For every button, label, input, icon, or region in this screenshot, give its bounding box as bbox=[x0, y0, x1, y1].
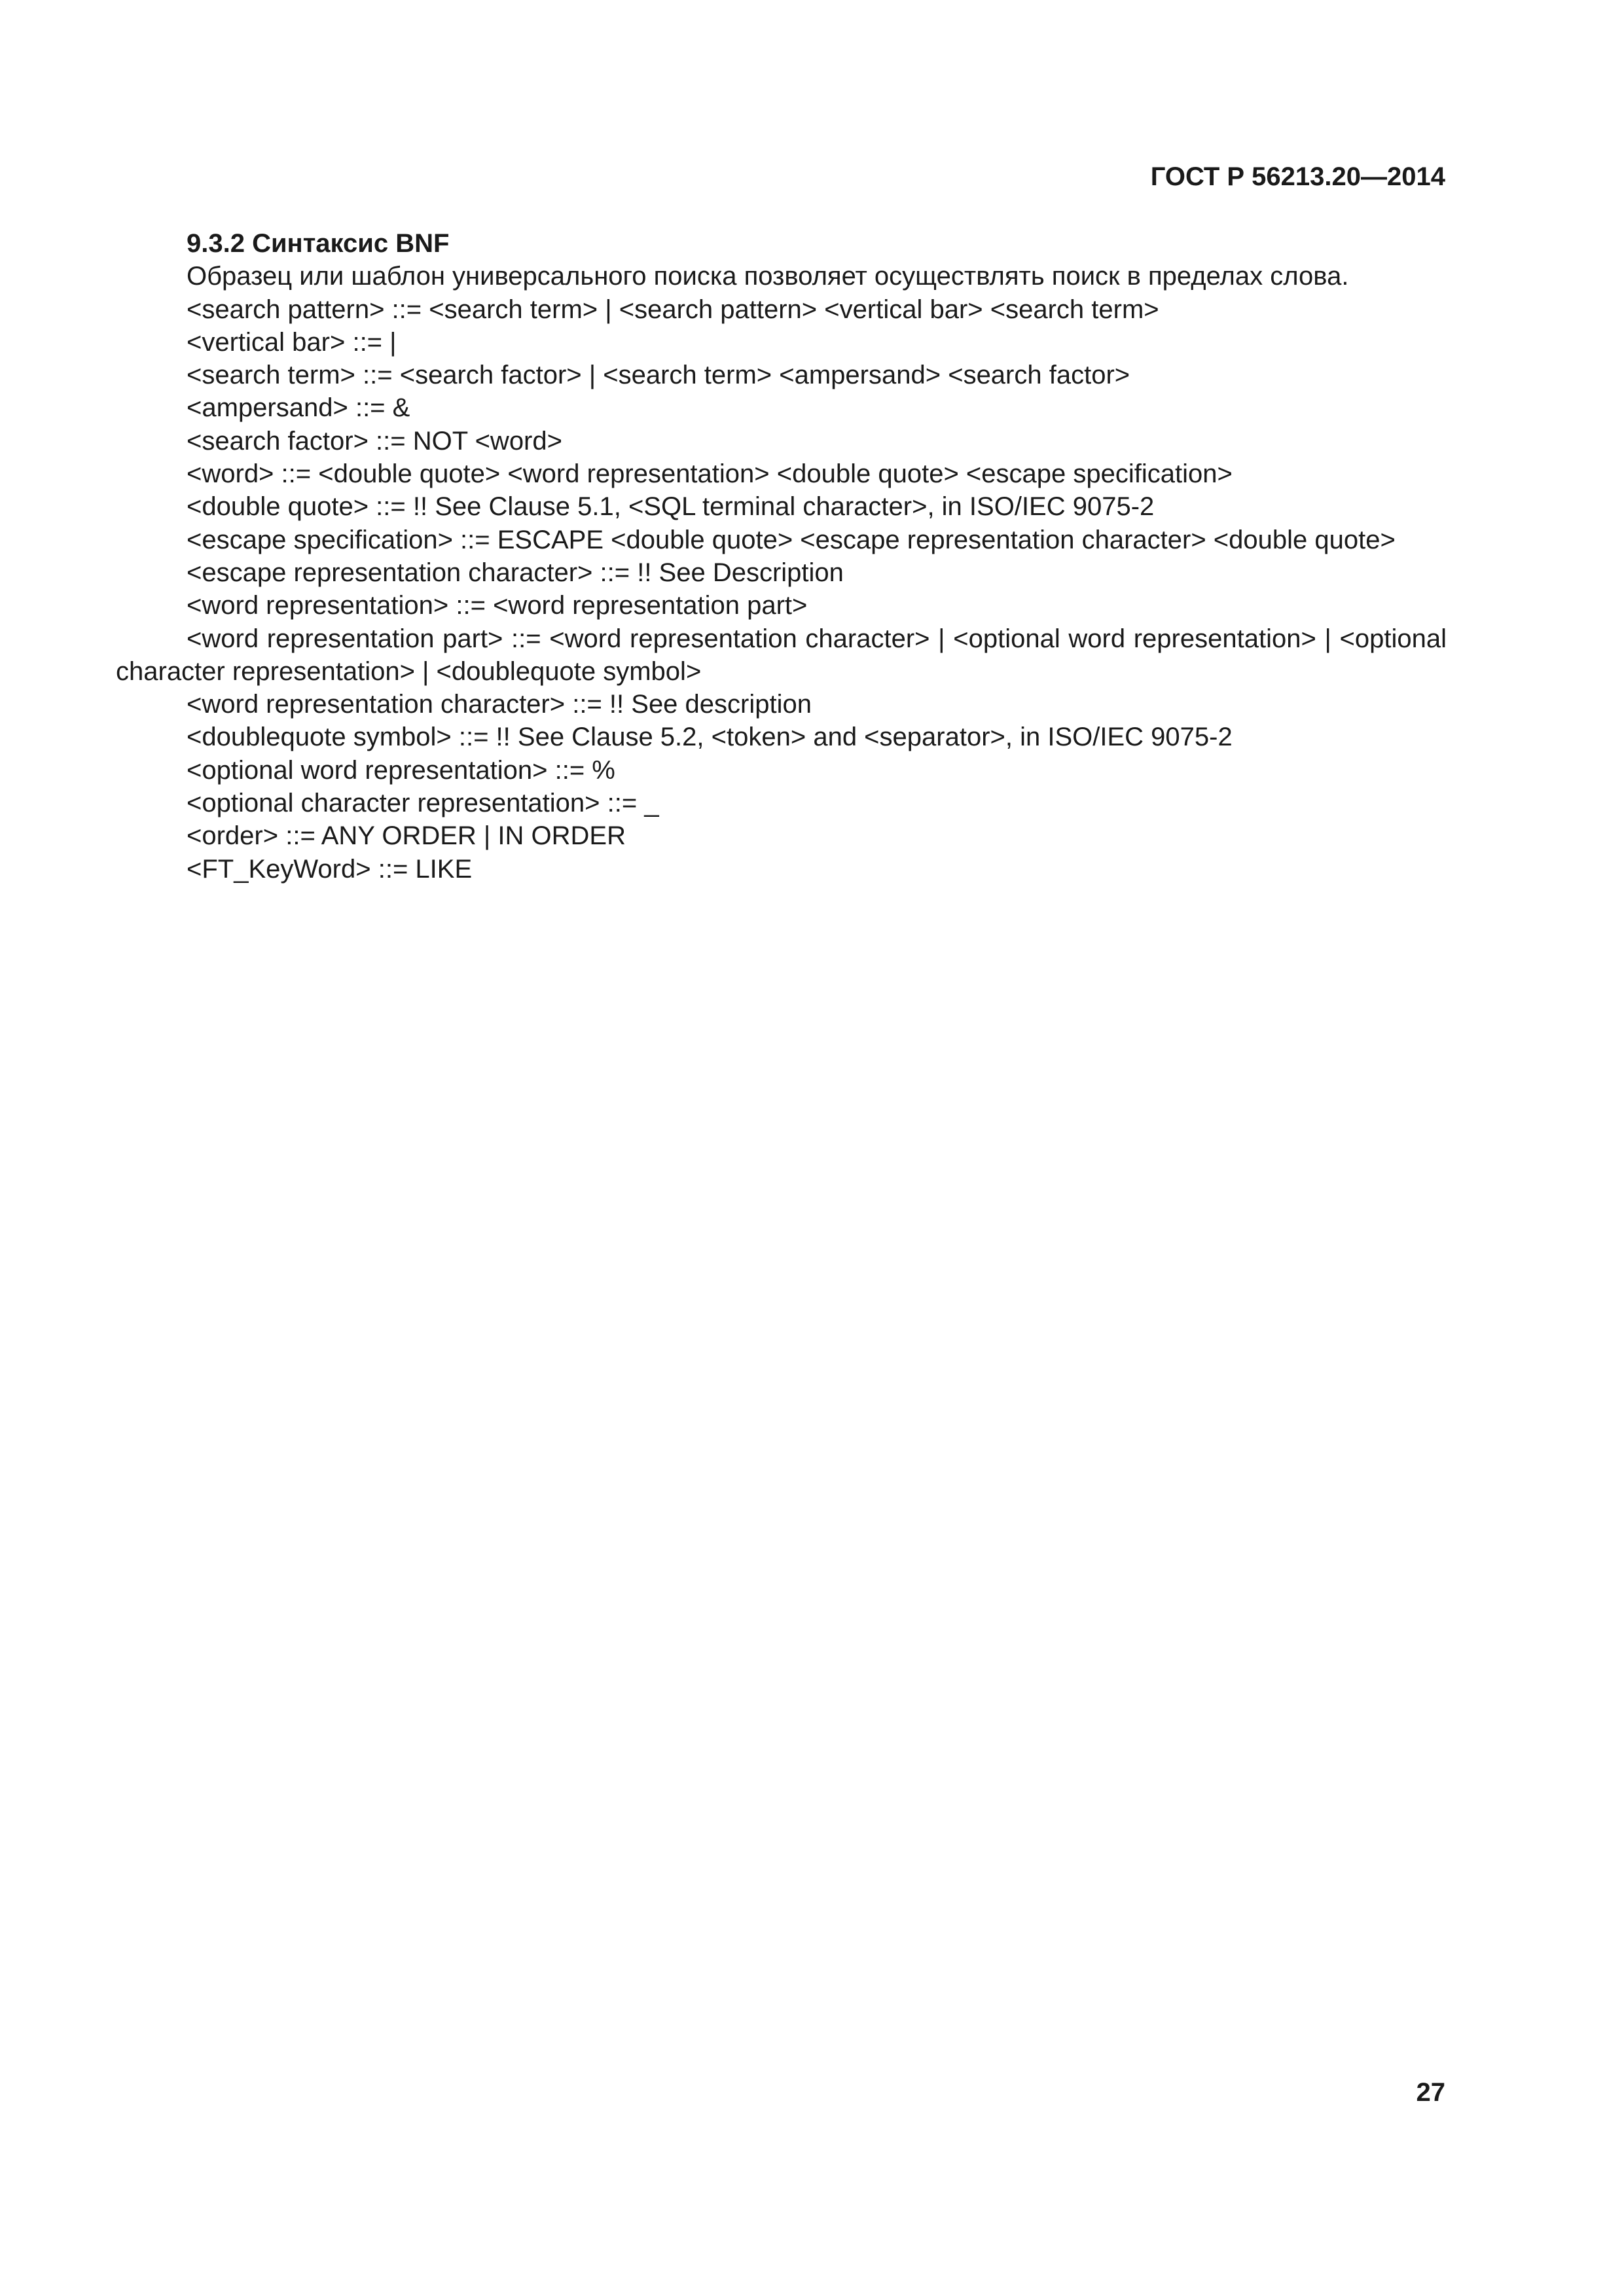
bnf-rule-word: <word> ::= <double quote> <word representation> <double quote> <escape specification> bbox=[187, 459, 1233, 489]
bnf-rule-order: <order> ::= ANY ORDER | IN ORDER bbox=[187, 821, 626, 851]
bnf-rule-doublequote-symbol: <doublequote symbol> ::= !! See Clause 5.2, <token> and <separator>, in ISO/IEC 9075-2 bbox=[187, 723, 1233, 752]
bnf-rule-word-representation: <word representation> ::= <word representation part> bbox=[187, 591, 808, 620]
bnf-rule-vertical-bar: <vertical bar> ::= | bbox=[187, 327, 397, 357]
bnf-rule-search-term: <search term> ::= <search factor> | <search term> <ampersand> <search factor> bbox=[187, 361, 1130, 390]
bnf-rule-escape-specification: <escape specification> ::= ESCAPE <double quote> <escape representation character> <double quote> bbox=[187, 525, 1396, 554]
bnf-rule-escape-representation-character: <escape representation character> ::= !! See Description bbox=[187, 558, 844, 587]
bnf-rule-ampersand: <ampersand> ::= & bbox=[187, 393, 410, 423]
bnf-rule-double-quote: <double quote> ::= !! See Clause 5.1, <SQL terminal character>, in ISO/IEC 9075-2 bbox=[187, 492, 1155, 522]
bnf-rule-word-representation-part: <word representation part> ::= <word representation character> | <optional word representation> | <optional character representation> | <doublequote symbol> bbox=[116, 624, 1447, 686]
bnf-rule-search-pattern: <search pattern> ::= <search term> | <search pattern> <vertical bar> <search term> bbox=[187, 295, 1159, 324]
bnf-rule-search-factor: <search factor> ::= NOT <word> bbox=[187, 426, 562, 456]
section-content bbox=[116, 227, 1447, 886]
page-number: 27 bbox=[1416, 2078, 1445, 2107]
bnf-rule-ft-keyword: <FT_KeyWord> ::= LIKE bbox=[187, 854, 473, 884]
bnf-rule-optional-character-representation: <optional character representation> ::= _ bbox=[187, 789, 659, 818]
bnf-rule-word-representation-character: <word representation character> ::= !! See description bbox=[187, 690, 812, 719]
section-heading: 9.3.2 Синтаксис BNF bbox=[187, 229, 450, 258]
section-intro: Образец или шаблон универсального поиска позволяет осуществлять поиск в пределах слова. bbox=[187, 262, 1349, 291]
standard-code-header: ГОСТ Р 56213.20—2014 bbox=[1150, 162, 1445, 191]
bnf-rule-optional-word-representation: <optional word representation> ::= % bbox=[187, 755, 615, 785]
